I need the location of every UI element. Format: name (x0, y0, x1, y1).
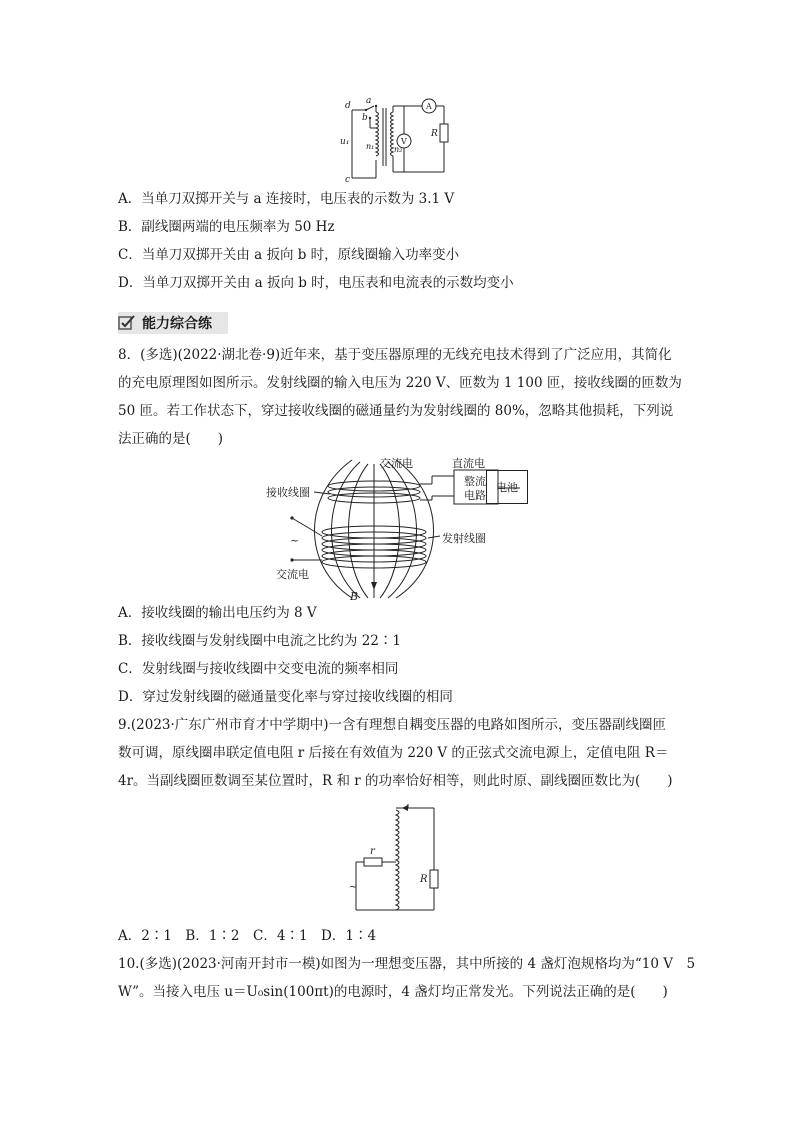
q8-label-rectifier-1: 整流 (464, 475, 486, 488)
q8-label-tilde: ~ (290, 534, 300, 547)
q8-label-receiver: 接收线圈 (266, 486, 310, 499)
q7-option-d: D．当单刀双掷开关由 a 扳向 b 时，电压表和电流表的示数均变小 (118, 275, 514, 291)
fig7-label-u1: u₁ (340, 137, 350, 147)
fig7-label-n2: n₂ (394, 145, 403, 154)
fig7-label-c: c (345, 175, 351, 184)
q9-label-r-small: r (370, 846, 375, 857)
q8-stem-line-1: 8．(多选)(2022·湖北卷·9)近年来，基于变压器原理的无线充电技术得到了广泛应用，其简化 (118, 347, 672, 363)
q9-stem-line-2: 数可调，原线圈串联定值电阻 r 后接在有效值为 220 V 的正弦式交流电源上，定值电阻 R＝ (118, 745, 669, 761)
battery-box (486, 470, 528, 504)
q8-stem-line-4: 法正确的是( ) (118, 431, 224, 447)
q9-stem-line-3: 4r。当副线圈匝数调至某位置时，R 和 r 的功率恰好相等，则此时原、副线圈匝数比为( ) (118, 773, 673, 789)
q8-label-dc: 直流电 (452, 457, 485, 470)
q7-transformer-figure (336, 98, 460, 184)
fig7-label-n1: n₁ (366, 142, 375, 151)
q7-option-b: B．副线圈两端的电压频率为 50 Hz (118, 219, 335, 235)
q9-label-r-large: R (420, 874, 428, 885)
fig7-resistor-label: R (431, 129, 438, 139)
q10-stem-line-1: 10.(多选)(2023·河南开封市一模)如图为一理想变压器，其中所接的 4 盏灯泡规格均为“10 V 5 (118, 956, 696, 972)
q10-stem-line-2: W”。当接入电压 u＝U₀sin(100πt)的电源时，4 盏灯均正常发光。下列说法正确的是( ) (118, 984, 668, 1000)
q8-option-b: B．接收线圈与发射线圈中电流之比约为 22∶1 (118, 633, 401, 649)
q8-label-ac-top: 交流电 (380, 457, 413, 470)
q9-circuit-diagram (346, 800, 448, 918)
q8-stem-line-3: 50 匝。若工作状态下，穿过接收线圈的磁通量约为发射线圈的 80%，忽略其他损耗，下列说 (118, 403, 674, 419)
q8-label-b-field: B (350, 590, 359, 602)
q8-label-rectifier-2: 电路 (464, 489, 486, 502)
fig7-label-a: a (366, 98, 372, 106)
q9-label-tilde: ~ (349, 882, 358, 893)
q8-label-transmitter: 发射线圈 (442, 532, 486, 545)
q7-circuit-diagram (336, 98, 460, 184)
q8-option-c: C．发射线圈与接收线圈中交变电流的频率相同 (118, 661, 399, 677)
q9-stem-line-1: 9.(2023·广东广州市育才中学期中)一含有理想自耦变压器的电路如图所示，变压器副线圈匝 (118, 717, 667, 733)
q8-label-ac-bottom: 交流电 (276, 568, 309, 581)
q9-options: A．2∶1 B．1∶2 C．4∶1 D．1∶4 (118, 928, 377, 944)
q8-stem-line-2: 的充电原理图如图所示。发射线圈的输入电压为 220 V、匝数为 1 100 匝，接收线圈的匝数为 (118, 375, 682, 391)
q9-autotransformer-figure (346, 800, 448, 918)
section-title: 能力综合练 (142, 316, 212, 332)
q8-option-a: A．接收线圈的输出电压约为 8 V (118, 605, 317, 621)
fig7-label-b: b (362, 113, 368, 123)
q7-option-c: C．当单刀双掷开关由 a 扳向 b 时，原线圈输入功率变小 (118, 247, 460, 263)
q8-option-d: D．穿过发射线圈的磁通量变化率与穿过接收线圈的相同 (118, 689, 453, 705)
q7-option-a: A．当单刀双掷开关与 a 连接时，电压表的示数为 3.1 V (118, 191, 455, 207)
voltmeter-label: V (401, 137, 407, 146)
section-header (118, 312, 228, 334)
q8-wireless-charging-figure (262, 456, 536, 602)
q8-label-battery: 电池 (496, 481, 518, 494)
ammeter-label: A (426, 102, 432, 111)
fig7-label-d: d (345, 101, 351, 111)
checklist-icon (118, 315, 136, 331)
